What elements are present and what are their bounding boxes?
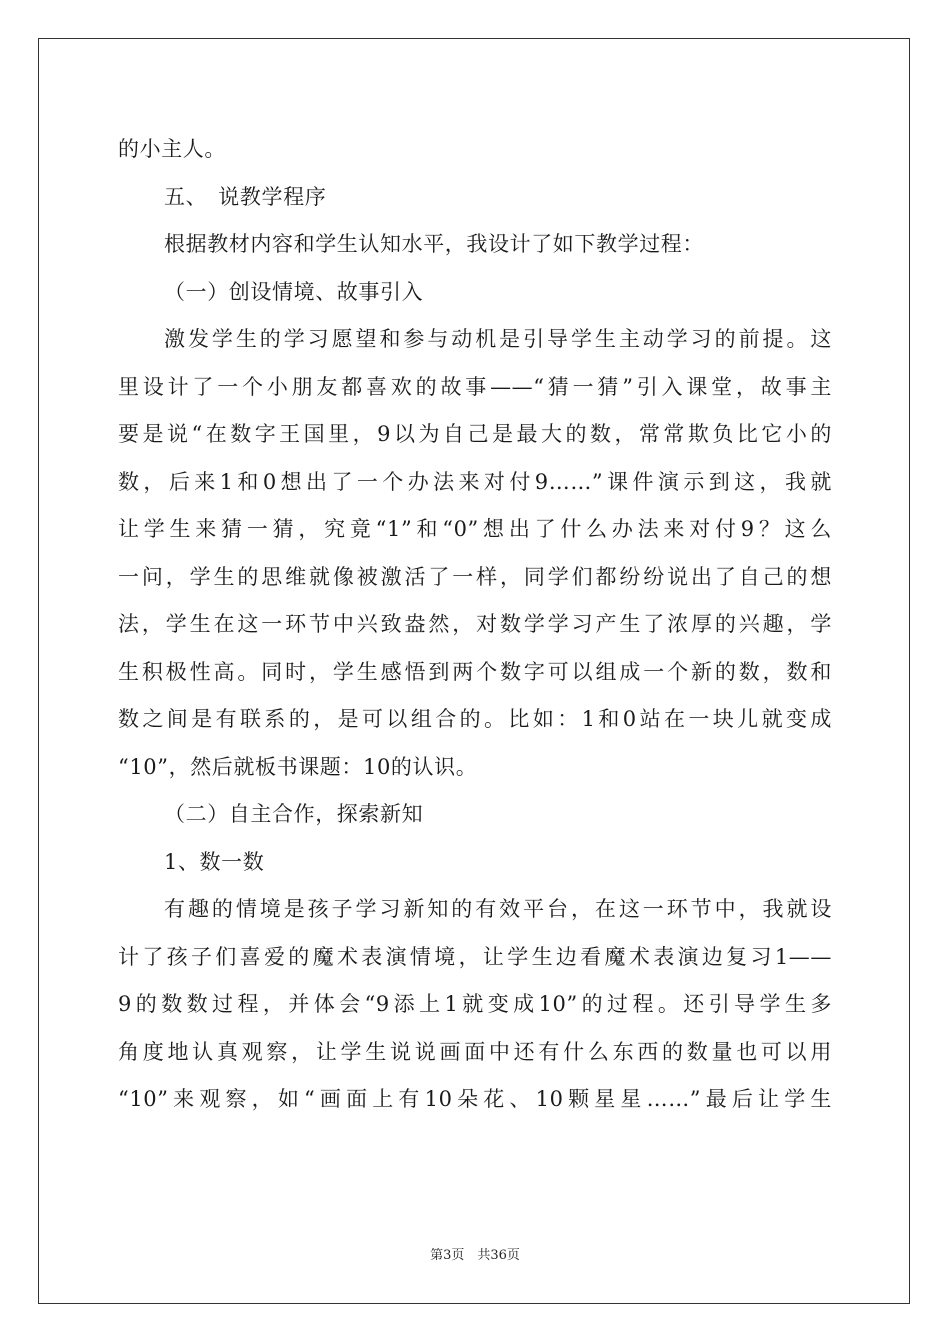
subsection-heading: （二）自主合作，探索新知 [164, 802, 424, 826]
paragraph-line: 生积极性高。同时，学生感悟到两个数字可以组成一个新的数，数和 [118, 659, 832, 684]
paragraph-line: 要是说“在数字王国里，9以为自己是最大的数，常常欺负比它小的 [118, 422, 832, 446]
section-heading: 五、 说教学程序 [164, 184, 327, 209]
paragraph-line: 激发学生的学习愿望和参与动机是引导学生主动学习的前提。这 [164, 327, 832, 351]
paragraph-line: 一问，学生的思维就像被激活了一样，同学们都纷纷说出了自己的想 [118, 564, 832, 589]
paragraph-line: 计了孩子们喜爱的魔术表演情境，让学生边看魔术表演边复习1—— [118, 944, 832, 969]
subsection-heading: （一）创设情境、故事引入 [164, 279, 424, 304]
paragraph-line: 角度地认真观察，让学生说说画面中还有什么东西的数量也可以用 [118, 1039, 832, 1064]
paragraph-line: “10”，然后就板书课题：10的认识。 [118, 754, 478, 779]
paragraph-line: 让学生来猜一猜，究竟“1”和“0”想出了什么办法来对付9？这么 [118, 517, 832, 541]
paragraph-line: 里设计了一个小朋友都喜欢的故事——“猜一猜”引入课堂，故事主 [118, 374, 832, 399]
document-body [118, 126, 832, 1124]
item-heading: 1、数一数 [164, 849, 265, 874]
paragraph-line: 法，学生在这一环节中兴致盎然，对数学学习产生了浓厚的兴趣，学 [118, 612, 832, 636]
paragraph-line: 数之间是有联系的，是可以组合的。比如：1和0站在一块儿就变成 [118, 707, 832, 731]
paragraph-line: 数，后来1和0想出了一个办法来对付9……”课件演示到这，我就 [118, 469, 832, 494]
paragraph-line: 根据教材内容和学生认知水平，我设计了如下教学过程： [164, 232, 704, 256]
paragraph-line: 有趣的情境是孩子学习新知的有效平台，在这一环节中，我就设 [164, 897, 832, 921]
paragraph-line: “10”来观察，如“画面上有10朵花、10颗星星……”最后让学生 [118, 1087, 832, 1111]
page-number: 第3页 共36页 [430, 1248, 520, 1263]
page-footer [0, 1246, 950, 1266]
paragraph-line: 9的数数过程，并体会“9添上1就变成10”的过程。还引导学生多 [118, 992, 832, 1016]
paragraph-line: 的小主人。 [118, 137, 226, 161]
